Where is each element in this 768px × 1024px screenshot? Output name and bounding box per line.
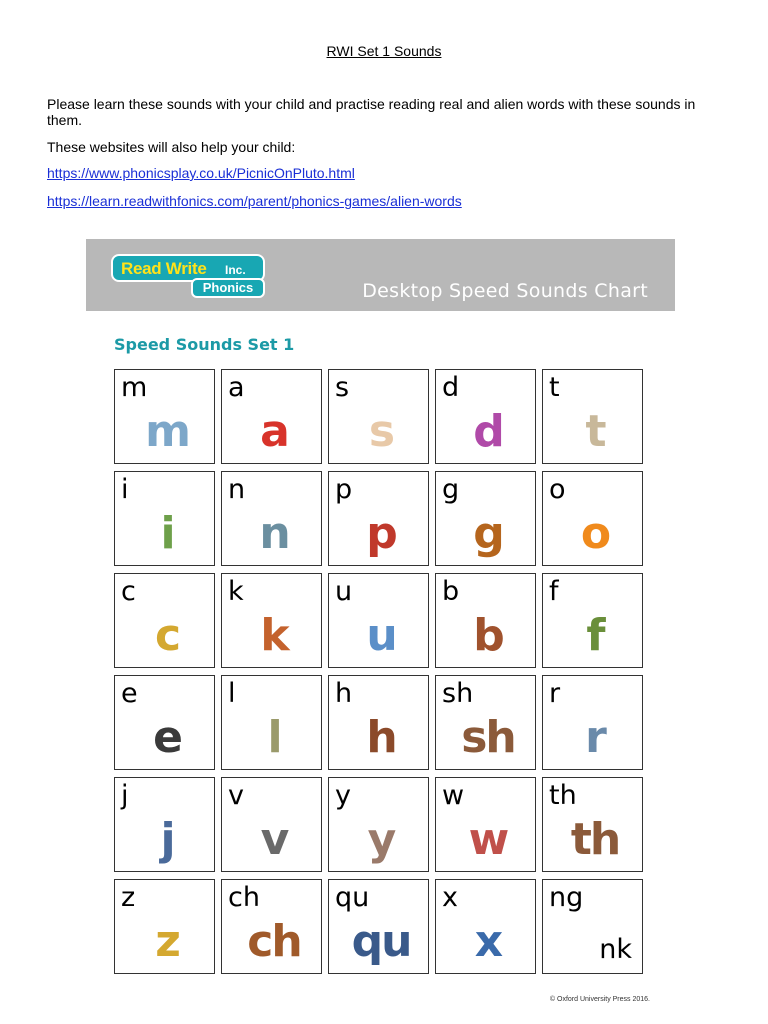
sound-label: f — [549, 576, 559, 607]
picture-letter: ch — [247, 916, 301, 967]
picture-letter-illustration — [452, 812, 524, 868]
sound-label: u — [335, 576, 353, 607]
picture-letter-illustration — [238, 506, 310, 562]
picture-letter: g — [473, 508, 503, 559]
picture-letter-illustration — [238, 608, 310, 664]
sound-label: y — [335, 780, 351, 811]
picture-letter-illustration — [452, 914, 524, 970]
picture-letter: w — [468, 814, 508, 865]
sound-card — [221, 777, 322, 872]
sound-card — [221, 879, 322, 974]
sound-card — [114, 369, 215, 464]
sound-label: h — [335, 678, 353, 709]
picture-letter: s — [368, 406, 394, 457]
picture-letter-illustration — [559, 710, 631, 766]
picture-letter-illustration — [345, 608, 417, 664]
sound-card — [114, 879, 215, 974]
sound-card — [542, 369, 643, 464]
picture-letter: h — [366, 712, 396, 763]
phonicsplay-link[interactable]: https://www.phonicsplay.co.uk/PicnicOnPluto.html — [47, 165, 355, 181]
picture-letter-illustration — [131, 812, 203, 868]
sound-card — [328, 471, 429, 566]
picture-letter-illustration — [131, 608, 203, 664]
logo-main-text: Read Write — [121, 259, 207, 278]
sound-label: e — [121, 678, 138, 709]
read-write-inc-logo — [111, 254, 267, 300]
picture-letter: n — [259, 508, 289, 559]
picture-letter-illustration — [238, 914, 310, 970]
chart-header-banner — [86, 239, 675, 311]
picture-letter: d — [473, 406, 503, 457]
sound-label: m — [121, 372, 148, 403]
sound-label: g — [442, 474, 460, 505]
sound-label: j — [121, 780, 129, 811]
extra-sound-label: nk — [599, 934, 632, 965]
sound-card — [542, 675, 643, 770]
sound-card — [114, 573, 215, 668]
sound-label: b — [442, 576, 460, 607]
sound-card — [328, 777, 429, 872]
sound-card — [542, 471, 643, 566]
sound-label: qu — [335, 882, 370, 913]
logo-inc-text: Inc. — [225, 263, 246, 277]
sound-label: w — [442, 780, 465, 811]
picture-letter: b — [473, 610, 503, 661]
speed-sounds-grid — [114, 369, 648, 973]
picture-letter: x — [474, 916, 502, 967]
picture-letter-illustration — [345, 812, 417, 868]
websites-line: These websites will also help your child: — [47, 139, 296, 155]
sound-label: sh — [442, 678, 474, 709]
picture-letter: z — [155, 916, 179, 967]
sound-label: k — [228, 576, 244, 607]
picture-letter: j — [160, 814, 174, 865]
picture-letter-illustration — [559, 608, 631, 664]
picture-letter: f — [586, 610, 604, 661]
sound-card — [435, 369, 536, 464]
picture-letter: v — [260, 814, 288, 865]
picture-letter-illustration — [345, 710, 417, 766]
picture-letter-illustration — [559, 404, 631, 460]
sound-label: s — [335, 372, 350, 403]
sound-label: t — [549, 372, 560, 403]
picture-letter: sh — [461, 712, 515, 763]
picture-letter-illustration — [345, 506, 417, 562]
picture-letter-illustration — [452, 608, 524, 664]
picture-letter: o — [580, 508, 610, 559]
sound-label: ng — [549, 882, 584, 913]
sound-label: x — [442, 882, 458, 913]
picture-letter-illustration — [559, 812, 631, 868]
document-title: RWI Set 1 Sounds — [326, 43, 442, 59]
sound-label: r — [549, 678, 561, 709]
sound-card — [435, 675, 536, 770]
sound-card — [435, 573, 536, 668]
picture-letter-illustration — [345, 914, 417, 970]
sound-card — [435, 777, 536, 872]
picture-letter: th — [570, 814, 620, 865]
sound-label: i — [121, 474, 129, 505]
picture-letter-illustration — [452, 506, 524, 562]
picture-letter: u — [366, 610, 396, 661]
sound-label: v — [228, 780, 244, 811]
picture-letter-illustration — [238, 812, 310, 868]
sound-card — [542, 573, 643, 668]
picture-letter-illustration — [131, 404, 203, 460]
picture-letter: p — [366, 508, 396, 559]
logo-sub-text: Phonics — [191, 278, 265, 298]
readwithfonics-link[interactable]: https://learn.readwithfonics.com/parent/phonics-games/alien-words — [47, 193, 462, 209]
picture-letter-illustration — [131, 914, 203, 970]
picture-letter: t — [585, 406, 605, 457]
sound-card — [328, 879, 429, 974]
picture-letter-illustration — [131, 506, 203, 562]
picture-letter: y — [367, 814, 395, 865]
picture-letter: a — [260, 406, 288, 457]
picture-letter-illustration — [238, 404, 310, 460]
picture-letter: m — [145, 406, 189, 457]
sound-card — [328, 369, 429, 464]
picture-letter: l — [267, 712, 281, 763]
sound-label: l — [228, 678, 236, 709]
picture-letter: r — [585, 712, 605, 763]
sound-card — [114, 471, 215, 566]
picture-letter-illustration — [452, 710, 524, 766]
sound-label: p — [335, 474, 353, 505]
sound-card — [221, 573, 322, 668]
picture-letter-illustration — [131, 710, 203, 766]
sound-label: d — [442, 372, 460, 403]
sound-card — [221, 675, 322, 770]
sound-card — [435, 471, 536, 566]
sound-card — [435, 879, 536, 974]
sound-label: th — [549, 780, 577, 811]
set-title: Speed Sounds Set 1 — [114, 335, 295, 354]
sound-label: c — [121, 576, 136, 607]
sound-label: a — [228, 372, 245, 403]
sound-label: ch — [228, 882, 260, 913]
picture-letter: i — [160, 508, 174, 559]
sound-label: z — [121, 882, 136, 913]
sound-card — [542, 879, 643, 974]
chart-title: Desktop Speed Sounds Chart — [362, 280, 648, 302]
picture-letter-illustration — [452, 404, 524, 460]
sound-card — [114, 675, 215, 770]
picture-letter: c — [154, 610, 180, 661]
sound-card — [221, 471, 322, 566]
sound-card — [114, 777, 215, 872]
picture-letter: qu — [351, 916, 411, 967]
picture-letter-illustration — [559, 506, 631, 562]
sound-card — [542, 777, 643, 872]
intro-paragraph: Please learn these sounds with your child and practise reading real and alien words with these sounds in them. — [47, 96, 696, 128]
sound-label: o — [549, 474, 566, 505]
sound-card — [328, 573, 429, 668]
picture-letter-illustration — [345, 404, 417, 460]
picture-letter-illustration — [238, 710, 310, 766]
copyright-text: © Oxford University Press 2016. — [549, 996, 650, 1003]
sound-card — [328, 675, 429, 770]
sound-card — [221, 369, 322, 464]
sound-label: n — [228, 474, 246, 505]
picture-letter: k — [260, 610, 288, 661]
picture-letter: e — [153, 712, 181, 763]
